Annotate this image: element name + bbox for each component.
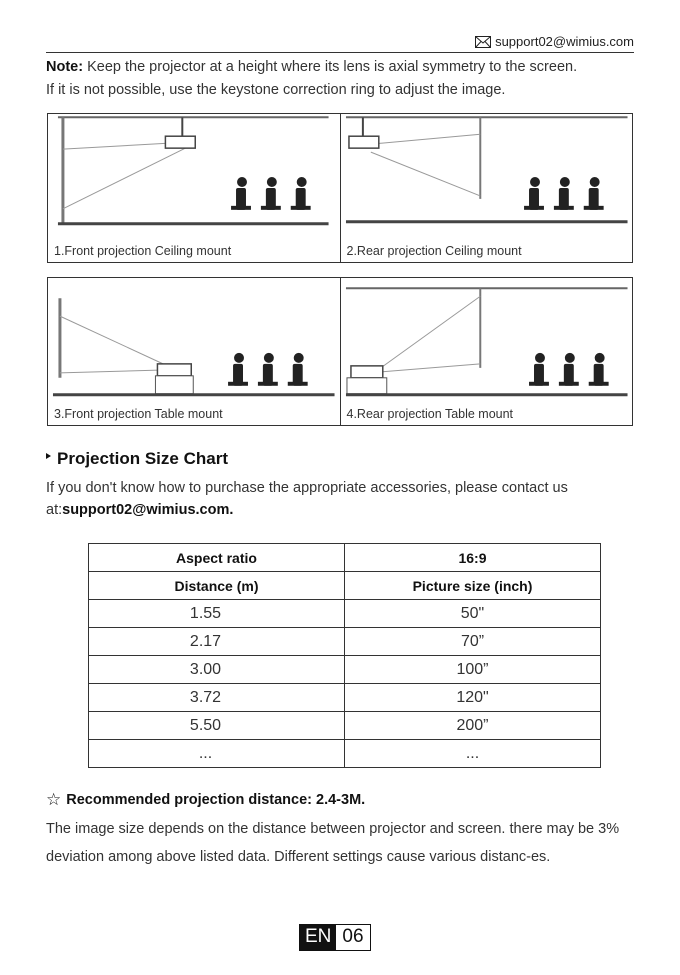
table-cell: 1.55: [89, 600, 345, 628]
table-header-cell: Picture size (inch): [345, 572, 601, 600]
audience-icon: [524, 177, 604, 210]
table-cell: 3.72: [89, 684, 345, 712]
table-header-row: [89, 572, 601, 600]
diagram-row-table: [47, 277, 633, 426]
caption-rear-table: 4.Rear projection Table mount: [346, 407, 514, 421]
front-ceiling-illustration: [48, 114, 340, 239]
table-row: [89, 740, 601, 768]
table-row: [89, 684, 601, 712]
diagram-row-ceiling: [47, 113, 633, 263]
audience-icon: [529, 353, 609, 386]
caption-front-table: 3.Front projection Table mount: [54, 407, 223, 421]
intro-email: support02@wimius.com.: [62, 502, 234, 518]
header-email: [475, 34, 634, 49]
table-cell: 120": [345, 684, 601, 712]
table-cell: ...: [345, 740, 601, 768]
section-title: [46, 449, 228, 469]
table-cell: 5.50: [89, 712, 345, 740]
caption-rear-ceiling: 2.Rear projection Ceiling mount: [346, 244, 522, 258]
envelope-icon: [475, 36, 491, 48]
rear-ceiling-illustration: [341, 114, 633, 239]
audience-icon: [228, 353, 308, 386]
section-title-text: Projection Size Chart: [57, 449, 228, 468]
table-header-cell: Aspect ratio: [89, 544, 345, 572]
header-email-text: support02@wimius.com: [495, 34, 634, 49]
projection-size-table: [88, 543, 601, 768]
diagram-front-ceiling: [48, 114, 340, 262]
table-header-row: [89, 544, 601, 572]
note-block: [46, 56, 640, 102]
deviation-paragraph: The image size depends on the distance between projector and screen. there may be 3% deviation among above listed data. Different settings cause various distanc-es.: [46, 821, 620, 865]
note-line1: Keep the projector at a height where its lens is axial symmetry to the screen.: [87, 59, 578, 75]
section-intro: [46, 477, 640, 521]
table-cell: 70”: [345, 628, 601, 656]
diagram-front-table: [48, 278, 340, 425]
recommendation-text: Recommended projection distance: 2.4-3M.: [66, 792, 366, 808]
diagram-rear-table: [340, 278, 633, 425]
table-cell: 200”: [345, 712, 601, 740]
table-cell: 50": [345, 600, 601, 628]
table-row: [89, 656, 601, 684]
table-cell: 3.00: [89, 656, 345, 684]
recommendation: [46, 790, 365, 810]
table-row: [89, 628, 601, 656]
page-language: EN: [300, 925, 336, 950]
note-line2: If it is not possible, use the keystone correction ring to adjust the image.: [46, 82, 506, 98]
caption-front-ceiling: 1.Front projection Ceiling mount: [54, 244, 232, 258]
header-divider: [46, 52, 634, 53]
audience-icon: [231, 177, 311, 210]
intro-text: If you don't know how to purchase the appropriate accessories, please contact us at:: [46, 480, 568, 518]
rear-table-illustration: [341, 278, 633, 403]
table-header-cell: 16:9: [345, 544, 601, 572]
table-row: [89, 600, 601, 628]
table-row: [89, 712, 601, 740]
table-cell: ...: [89, 740, 345, 768]
front-table-illustration: [48, 278, 340, 403]
star-outline-icon: ☆: [46, 790, 62, 809]
page-badge: [299, 924, 371, 951]
table-cell: 100”: [345, 656, 601, 684]
note-label: Note:: [46, 59, 84, 75]
page-number: 06: [342, 926, 364, 947]
diagram-rear-ceiling: [340, 114, 633, 262]
bullet-triangle-icon: [46, 453, 51, 459]
table-header-cell: Distance (m): [89, 572, 345, 600]
table-cell: 2.17: [89, 628, 345, 656]
